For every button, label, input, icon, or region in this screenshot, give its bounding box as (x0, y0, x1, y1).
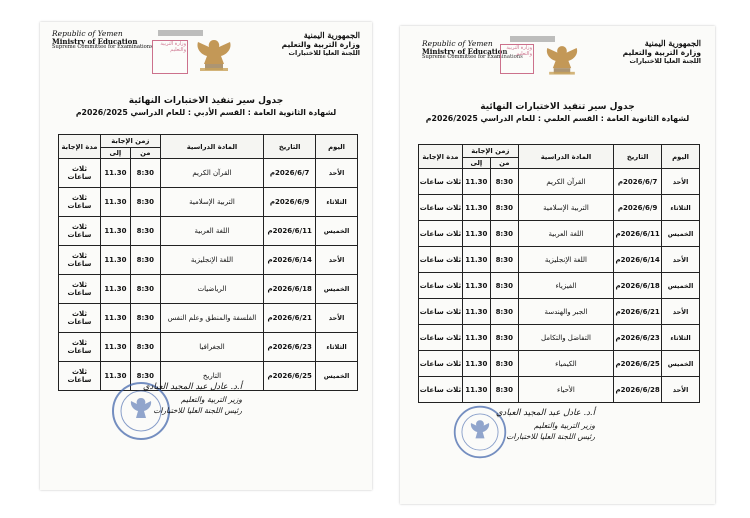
cell-to: 11.30 (100, 275, 130, 304)
cell-to: 11.30 (462, 325, 490, 351)
cell-subject: الجبر والهندسة (518, 299, 613, 325)
table-row (59, 188, 358, 217)
header-arabic (282, 30, 360, 58)
col-from: من (130, 148, 160, 159)
cell-to: 11.30 (462, 195, 490, 221)
incoming-stamp: وزارة التربية والتعليم (500, 44, 534, 74)
cell-duration: ثلاث ساعات (59, 217, 101, 246)
cell-day: الأحد (316, 159, 358, 188)
cell-day: الأحد (662, 247, 700, 273)
signatory-title-1: وزير التربية والتعليم (534, 421, 595, 430)
table-row (59, 159, 358, 188)
title-subtitle: لشهادة الثانوية العامة : القسم الأدبي : للعام الدراسي 2026/2025م (75, 108, 337, 117)
cell-day: الثلاثاء (662, 325, 700, 351)
col-time: زمن الإجابة (100, 135, 160, 148)
table-row (59, 333, 358, 362)
cell-subject: الرياضيات (160, 275, 263, 304)
cell-day: الخميس (316, 217, 358, 246)
cell-date: 2026/6/23م (614, 325, 662, 351)
cell-day: الخميس (316, 362, 358, 391)
cell-date: 2026/6/11م (614, 221, 662, 247)
cell-day: الأحد (316, 304, 358, 333)
document-title (40, 96, 372, 117)
cell-to: 11.30 (462, 299, 490, 325)
cell-to: 11.30 (462, 247, 490, 273)
signature-block (496, 408, 595, 441)
cell-subject: الفلسفة والمنطق وعلم النفس (160, 304, 263, 333)
table-row (59, 217, 358, 246)
cell-from: 8:30 (490, 351, 518, 377)
cell-subject: التربية الإسلامية (518, 195, 613, 221)
col-duration: مدة الإجابة (419, 145, 463, 169)
cell-duration: ثلاث ساعات (419, 273, 463, 299)
cell-duration: ثلاث ساعات (419, 377, 463, 403)
cell-duration: ثلاث ساعات (59, 333, 101, 362)
cell-to: 11.30 (100, 304, 130, 333)
cell-from: 8:30 (490, 299, 518, 325)
cell-day: الأحد (316, 246, 358, 275)
cell-day: الأحد (662, 299, 700, 325)
signatory-title-2: رئيس اللجنة العليا للاختبارات (153, 406, 242, 415)
col-from: من (490, 158, 518, 169)
header-republic-ar: الجمهورية اليمنية (644, 38, 701, 48)
col-to: إلى (100, 148, 130, 159)
cell-from: 8:30 (130, 246, 160, 275)
signature-block (143, 382, 242, 415)
document-scientific-section (400, 26, 715, 504)
cell-from: 8:30 (130, 333, 160, 362)
cell-duration: ثلاث ساعات (419, 195, 463, 221)
table-row (419, 169, 700, 195)
cell-from: 8:30 (490, 325, 518, 351)
eagle-emblem-icon (540, 40, 584, 78)
header-committee-ar: اللجنة العليا للاختبارات (629, 57, 701, 66)
header-ministry-ar: وزارة التربية والتعليم (281, 40, 360, 49)
header-republic-en: Republic of Yemen (52, 29, 123, 38)
cell-subject: الأحياء (518, 377, 613, 403)
cell-date: 2026/6/18م (264, 275, 316, 304)
signatory-title-2: رئيس اللجنة العليا للاختبارات (506, 432, 595, 441)
cell-subject: اللغة الإنجليزية (518, 247, 613, 273)
cell-duration: ثلاث ساعات (59, 304, 101, 333)
header-ministry-en: Ministry of Education (52, 36, 138, 46)
table-row (419, 377, 700, 403)
signatory-name: أ.د. عادل عبد المجيد العبادي (142, 382, 242, 392)
cell-duration: ثلاث ساعات (419, 299, 463, 325)
cell-from: 8:30 (130, 275, 160, 304)
cell-to: 11.30 (100, 188, 130, 217)
cell-date: 2026/6/14م (264, 246, 316, 275)
table-row (59, 304, 358, 333)
title-main: جدول سير تنفيذ الاختبارات النهائية (128, 96, 284, 106)
header-arabic (623, 38, 701, 66)
cell-date: 2026/6/9م (614, 195, 662, 221)
header-ministry-en: Ministry of Education (422, 46, 508, 56)
cell-date: 2026/6/23م (264, 333, 316, 362)
cell-to: 11.30 (462, 221, 490, 247)
table-row (419, 195, 700, 221)
document-literary-section (40, 22, 372, 490)
cell-date: 2026/6/7م (264, 159, 316, 188)
cell-date: 2026/6/7م (614, 169, 662, 195)
header-committee-ar: اللجنة العليا للاختبارات (288, 49, 360, 58)
col-day: اليوم (662, 145, 700, 169)
cell-to: 11.30 (462, 273, 490, 299)
exam-schedule-table (418, 144, 700, 403)
header-republic-en: Republic of Yemen (422, 39, 493, 48)
eagle-emblem-icon (190, 34, 238, 74)
cell-day: الخميس (662, 351, 700, 377)
cell-subject: القرآن الكريم (160, 159, 263, 188)
col-date: التاريخ (264, 135, 316, 159)
cell-date: 2026/6/21م (614, 299, 662, 325)
cell-to: 11.30 (100, 362, 130, 391)
cell-from: 8:30 (130, 188, 160, 217)
header-english (52, 30, 153, 51)
cell-to: 11.30 (462, 377, 490, 403)
cell-day: الخميس (662, 221, 700, 247)
col-time: زمن الإجابة (462, 145, 518, 158)
title-subtitle: لشهادة الثانوية العامة : القسم العلمي : للعام الدراسي 2026/2025م (425, 114, 690, 123)
cell-to: 11.30 (100, 217, 130, 246)
cell-duration: ثلاث ساعات (59, 246, 101, 275)
col-to: إلى (462, 158, 490, 169)
cell-subject: التاريخ (160, 362, 263, 391)
cell-duration: ثلاث ساعات (59, 159, 101, 188)
cell-date: 2026/6/14م (614, 247, 662, 273)
table-row (419, 299, 700, 325)
title-main: جدول سير تنفيذ الاختبارات النهائية (480, 102, 635, 112)
cell-from: 8:30 (490, 169, 518, 195)
cell-duration: ثلاث ساعات (419, 325, 463, 351)
exam-schedule-table (58, 134, 358, 391)
cell-from: 8:30 (130, 217, 160, 246)
col-day: اليوم (316, 135, 358, 159)
cell-day: الخميس (316, 275, 358, 304)
cell-subject: القرآن الكريم (518, 169, 613, 195)
cell-day: الخميس (662, 273, 700, 299)
col-date: التاريخ (614, 145, 662, 169)
cell-subject: التربية الإسلامية (160, 188, 263, 217)
cell-to: 11.30 (462, 169, 490, 195)
table-row (419, 247, 700, 273)
cell-duration: ثلاث ساعات (419, 247, 463, 273)
cell-from: 8:30 (130, 362, 160, 391)
cell-subject: الكيمياء (518, 351, 613, 377)
cell-to: 11.30 (100, 333, 130, 362)
col-subject: المادة الدراسية (518, 145, 613, 169)
cell-subject: اللغة العربية (160, 217, 263, 246)
cell-day: الأحد (662, 377, 700, 403)
col-subject: المادة الدراسية (160, 135, 263, 159)
col-duration: مدة الإجابة (59, 135, 101, 159)
cell-from: 8:30 (490, 195, 518, 221)
cell-duration: ثلاث ساعات (59, 275, 101, 304)
cell-duration: ثلاث ساعات (59, 188, 101, 217)
cell-subject: الجغرافيا (160, 333, 263, 362)
table-row (419, 351, 700, 377)
cell-duration: ثلاث ساعات (419, 169, 463, 195)
cell-from: 8:30 (130, 304, 160, 333)
cell-date: 2026/6/9م (264, 188, 316, 217)
cell-day: الثلاثاء (316, 188, 358, 217)
cell-from: 8:30 (490, 247, 518, 273)
header-committee-en: Supreme Committee for Examinations (422, 54, 523, 61)
cell-date: 2026/6/28م (614, 377, 662, 403)
table-row (59, 275, 358, 304)
cell-duration: ثلاث ساعات (419, 351, 463, 377)
cell-date: 2026/6/21م (264, 304, 316, 333)
table-row (419, 273, 700, 299)
cell-duration: ثلاث ساعات (419, 221, 463, 247)
cell-to: 11.30 (462, 351, 490, 377)
cell-date: 2026/6/18م (614, 273, 662, 299)
table-row (419, 221, 700, 247)
signatory-name: أ.د. عادل عبد المجيد العبادي (495, 408, 595, 418)
cell-day: الأحد (662, 169, 700, 195)
cell-date: 2026/6/25م (264, 362, 316, 391)
header-republic-ar: الجمهورية اليمنية (303, 30, 360, 40)
document-title (400, 102, 715, 123)
cell-from: 8:30 (130, 159, 160, 188)
header-ministry-ar: وزارة التربية والتعليم (622, 48, 701, 57)
cell-to: 11.30 (100, 246, 130, 275)
cell-date: 2026/6/11م (264, 217, 316, 246)
incoming-stamp: وزارة التربية والتعليم (152, 40, 188, 74)
cell-subject: التفاضل والتكامل (518, 325, 613, 351)
cell-from: 8:30 (490, 221, 518, 247)
cell-day: الثلاثاء (662, 195, 700, 221)
cell-from: 8:30 (490, 377, 518, 403)
signatory-title-1: وزير التربية والتعليم (181, 395, 242, 404)
table-row (59, 246, 358, 275)
cell-duration: ثلاث ساعات (59, 362, 101, 391)
cell-from: 8:30 (490, 273, 518, 299)
cell-day: الثلاثاء (316, 333, 358, 362)
cell-subject: الفيزياء (518, 273, 613, 299)
header-committee-en: Supreme Committee for Examinations (52, 44, 153, 51)
cell-date: 2026/6/25م (614, 351, 662, 377)
cell-subject: اللغة العربية (518, 221, 613, 247)
cell-subject: اللغة الإنجليزية (160, 246, 263, 275)
table-row (419, 325, 700, 351)
cell-to: 11.30 (100, 159, 130, 188)
